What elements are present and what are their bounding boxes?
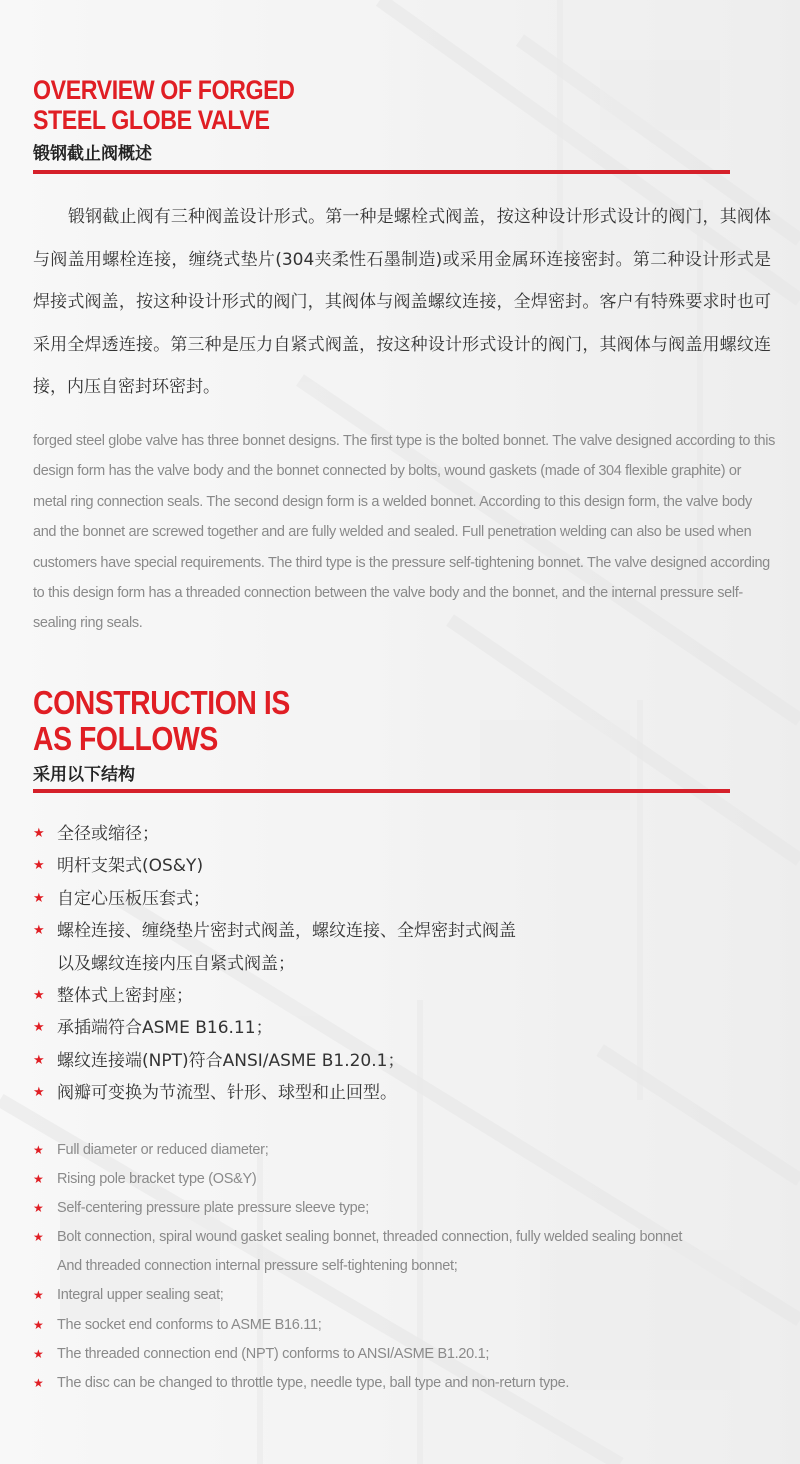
overview-paragraph-cn: 锻钢截止阀有三种阀盖设计形式。第一种是螺栓式阀盖，按这种设计形式设计的阀门，其阀体与阀盖用螺栓连接，缠绕式垫片(304夹柔性石墨制造)或采用金属环连接密封。第二种设计形式是焊接式阀盖，按这种设计形式的阀门，其阀体与阀盖螺纹连接，全焊密封。客户有特殊要求时也可采用全焊透连接。第三种是压力自紧式阀盖，按这种设计形式设计的阀门，其阀体与阀盖用螺纹连接，内压自密封环密封。 bbox=[33, 207, 771, 397]
construction-title-cn: 采用以下结构 bbox=[33, 765, 135, 785]
star-icon: ★ bbox=[33, 1020, 45, 1036]
construction-title-en-line-2: AS FOLLOWS bbox=[33, 720, 218, 757]
list-item-text: 全径或缩径； bbox=[57, 824, 159, 844]
list-item-text: 明杆支架式(OS&Y) bbox=[57, 856, 204, 877]
list-item bbox=[33, 1136, 773, 1165]
star-icon: ★ bbox=[33, 1143, 44, 1157]
overview-title-en bbox=[33, 77, 635, 137]
list-item-text: Self-centering pressure plate pressure sleeve type; bbox=[57, 1200, 369, 1217]
list-item bbox=[33, 1281, 773, 1310]
construction-title-en bbox=[33, 686, 635, 758]
list-item-text: The threaded connection end (NPT) conforms to ANSI/ASME B1.20.1; bbox=[57, 1345, 490, 1362]
star-icon: ★ bbox=[33, 1201, 44, 1216]
list-item bbox=[33, 1165, 773, 1194]
star-icon: ★ bbox=[33, 1317, 44, 1332]
star-icon: ★ bbox=[33, 923, 45, 939]
star-icon: ★ bbox=[33, 1346, 44, 1361]
list-item bbox=[33, 1194, 773, 1223]
list-item bbox=[33, 883, 773, 915]
list-item-text: 承插端符合ASME B16.11； bbox=[57, 1018, 273, 1039]
list-item bbox=[33, 1223, 773, 1281]
list-item-text: Full diameter or reduced diameter; bbox=[57, 1142, 269, 1158]
list-item-text: 螺纹连接端(NPT)符合ANSI/ASME B1.20.1； bbox=[57, 1050, 405, 1071]
list-item-text: Bolt connection, spiral wound gasket sealing bonnet, threaded connection, fully welded sealing bonnet bbox=[57, 1229, 683, 1246]
list-item-text: 螺栓连接、缠绕垫片密封式阀盖，螺纹连接、全焊密封式阀盖 bbox=[57, 921, 516, 942]
list-item bbox=[33, 1012, 773, 1044]
star-icon: ★ bbox=[33, 1288, 44, 1303]
list-item-text: Integral upper sealing seat; bbox=[57, 1287, 224, 1304]
list-item-text: The socket end conforms to ASME B16.11; bbox=[57, 1316, 322, 1333]
list-item-text: 整体式上密封座； bbox=[57, 986, 193, 1007]
overview-title-en-line-2: STEEL GLOBE VALVE bbox=[33, 105, 270, 135]
star-icon: ★ bbox=[33, 1052, 45, 1068]
list-item-text: The disc can be changed to throttle type, needle type, ball type and non-return type. bbox=[57, 1374, 570, 1391]
star-icon: ★ bbox=[33, 988, 45, 1004]
overview-heading bbox=[33, 77, 733, 164]
construction-heading bbox=[33, 686, 733, 785]
section-divider bbox=[33, 789, 730, 793]
star-icon: ★ bbox=[33, 1230, 44, 1245]
overview-paragraph-en: forged steel globe valve has three bonnet designs. The first type is the bolted bonnet. The valve designed according to this design form has the valve body and the bonnet connected by bolts, wound gaskets (made of 304 flexible graphite) or metal ring connection seals. The second design form is a welded bonnet. According to this design form, the valve body and the bonnet are screwed together and are fully welded and sealed. Full penetration welding can also be used when customers have special requirements. The third type is the pressure self-tightening bonnet. The valve designed according to this design form has a threaded connection between the valve body and the bonnet, and the internal pressure self-sealing ring seals. bbox=[33, 433, 775, 632]
list-item-text: Rising pole bracket type (OS&Y) bbox=[57, 1171, 257, 1188]
construction-list-en bbox=[33, 1136, 773, 1398]
star-icon: ★ bbox=[33, 826, 45, 841]
list-item bbox=[33, 1311, 773, 1340]
overview-title-en-line-1: OVERVIEW OF FORGED bbox=[33, 75, 295, 105]
list-item bbox=[33, 915, 773, 980]
list-item bbox=[33, 1369, 773, 1398]
list-item-text-continued: And threaded connection internal pressure self-tightening bonnet; bbox=[57, 1258, 458, 1275]
list-item bbox=[33, 818, 773, 850]
overview-title-cn: 锻钢截止阀概述 bbox=[33, 144, 152, 164]
list-item bbox=[33, 980, 773, 1012]
list-item-text-continued: 以及螺纹连接内压自紧式阀盖； bbox=[57, 953, 295, 974]
star-icon: ★ bbox=[33, 1375, 44, 1390]
list-item-text: 自定心压板压套式； bbox=[57, 888, 210, 909]
list-item bbox=[33, 850, 773, 882]
list-item-text: 阀瓣可变换为节流型、针形、球型和止回型。 bbox=[57, 1083, 397, 1104]
list-item bbox=[33, 1045, 773, 1077]
construction-list-cn bbox=[33, 818, 773, 1110]
construction-title-en-line-1: CONSTRUCTION IS bbox=[33, 684, 290, 721]
star-icon: ★ bbox=[33, 1085, 45, 1101]
star-icon: ★ bbox=[33, 1172, 44, 1187]
star-icon: ★ bbox=[33, 858, 45, 874]
list-item bbox=[33, 1077, 773, 1109]
star-icon: ★ bbox=[33, 890, 45, 906]
section-divider bbox=[33, 170, 730, 174]
list-item bbox=[33, 1340, 773, 1369]
